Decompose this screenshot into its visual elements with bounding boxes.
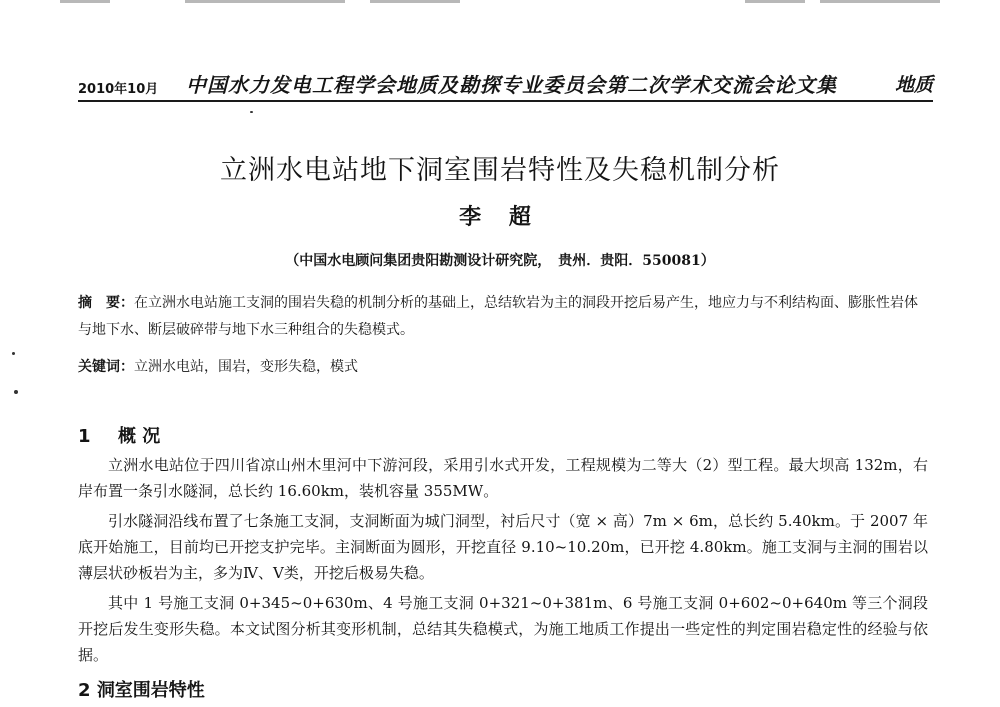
section-1-paragraph-2: 引水隧洞沿线布置了七条施工支洞，支洞断面为城门洞型，衬后尺寸（宽 × 高）7m × 6m，总长约 5.40km。于 2007 年底开始施工，目前均已开挖支护完毕。主洞断面为圆形，开挖直径 9.10~10.20m，已开挖 4.80km。施工支洞与主洞的围岩以薄层状砂板岩为主，多为Ⅳ、Ⅴ类，开挖后极易失稳。 bbox=[78, 512, 928, 582]
abstract bbox=[78, 290, 928, 344]
section-2-number: 2 bbox=[78, 680, 91, 701]
section-1-paragraph-3: 其中 1 号施工支洞 0+345~0+630m、4 号施工支洞 0+321~0+381m、6 号施工支洞 0+602~0+640m 等三个洞段开挖后发生变形失稳。本文试图分析其变形机制，总结其失稳模式，为施工地质工作提出一些定性的判定围岩稳定性的经验与依据。 bbox=[78, 594, 928, 664]
keywords bbox=[78, 356, 928, 378]
scan-artifact bbox=[60, 0, 110, 3]
abstract-text: 在立洲水电站施工支洞的围岩失稳的机制分析的基础上，总结软岩为主的洞段开挖后易产生，地应力与不利结构面、膨胀性岩体与地下水、断层破碎带与地下水三种组合的失稳模式。 bbox=[78, 295, 918, 338]
keywords-text: 立洲水电站，围岩，变形失稳，模式 bbox=[134, 359, 358, 375]
scan-artifact bbox=[820, 0, 940, 3]
running-header bbox=[78, 58, 933, 102]
abstract-label: 摘 要： bbox=[78, 295, 134, 311]
section-2-heading bbox=[78, 676, 205, 702]
section-1-number: 1 bbox=[78, 426, 91, 447]
scan-speck bbox=[12, 352, 15, 355]
section-1-title: 概 况 bbox=[118, 426, 161, 447]
section-1-heading bbox=[78, 422, 160, 448]
keywords-label: 关键词： bbox=[78, 359, 134, 375]
scan-speck bbox=[250, 111, 253, 113]
scan-artifact bbox=[185, 0, 345, 3]
paper-title: 立洲水电站地下洞室围岩特性及失稳机制分析 bbox=[220, 155, 780, 186]
scan-artifact bbox=[370, 0, 460, 3]
paper-author: 李 超 bbox=[459, 204, 541, 230]
scan-speck bbox=[14, 390, 18, 394]
header-journal-title: 中国水力发电工程学会地质及勘探专业委员会第二次学术交流会论文集 bbox=[186, 73, 837, 97]
author-affiliation: （中国水电顾问集团贵阳勘测设计研究院， 贵州．贵阳．550081） bbox=[285, 253, 715, 269]
section-2-title: 洞室围岩特性 bbox=[96, 680, 205, 701]
header-date: 2010年10月 bbox=[78, 82, 159, 97]
section-1-paragraph-1: 立洲水电站位于四川省凉山州木里河中下游河段，采用引水式开发，工程规模为二等大（2）型工程。最大坝高 132m，右岸布置一条引水隧洞，总长约 16.60km，装机容量 355MW。 bbox=[78, 456, 928, 500]
scan-artifact bbox=[745, 0, 805, 3]
header-section-label: 地质 bbox=[894, 74, 933, 96]
